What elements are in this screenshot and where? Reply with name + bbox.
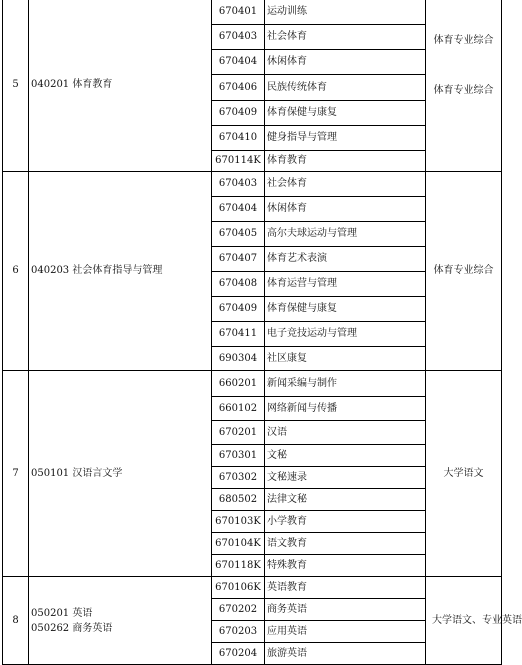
vocational-name: 英语教育: [265, 577, 426, 599]
vocational-name: 高尔夫球运动与管理: [265, 222, 426, 247]
undergrad-major: 050101 汉语言文学: [29, 371, 212, 577]
vocational-name: 体育保健与康复: [265, 101, 426, 126]
vocational-code: 670404: [212, 197, 265, 222]
vocational-code: 670403: [212, 25, 265, 50]
vocational-code: 670202: [212, 599, 265, 621]
vocational-name: 小学教育: [265, 511, 426, 533]
exam-subject: [426, 577, 522, 665]
undergrad-major: 040203 社会体育指导与管理: [29, 172, 212, 371]
vocational-name: 汉语: [265, 421, 426, 445]
vocational-name: 法律文秘: [265, 489, 426, 511]
exam-subject-text: 体育专业综合: [433, 265, 494, 276]
exam-subject-text: 体育专业综合: [433, 35, 494, 46]
vocational-name: 电子竞技运动与管理: [265, 322, 426, 347]
vocational-code: 670104K: [212, 533, 265, 555]
vocational-name: 运动训练: [265, 0, 426, 25]
vocational-name: 体育艺术表演: [265, 247, 426, 272]
vocational-code: 670114K: [212, 151, 265, 172]
vocational-code: 670405: [212, 222, 265, 247]
vocational-name: 休闲体育: [265, 50, 426, 75]
major-mapping-table: [2, 0, 522, 665]
vocational-code: 670302: [212, 467, 265, 489]
vocational-code: 660102: [212, 397, 265, 421]
vocational-code: 670411: [212, 322, 265, 347]
vocational-code: 670204: [212, 643, 265, 665]
table-row: [3, 0, 502, 25]
vocational-name: 特殊教育: [265, 555, 426, 577]
vocational-code: 670103K: [212, 511, 265, 533]
vocational-name: 应用英语: [265, 621, 426, 643]
vocational-code: 670401: [212, 0, 265, 25]
vocational-code: 670201: [212, 421, 265, 445]
vocational-code: 660201: [212, 371, 265, 397]
vocational-name: 社区康复: [265, 347, 426, 371]
vocational-code: 670301: [212, 445, 265, 467]
vocational-name: 文秘速录: [265, 467, 426, 489]
vocational-name: 社会体育: [265, 172, 426, 197]
vocational-name: 体育运营与管理: [265, 272, 426, 297]
table-row: [3, 172, 502, 197]
undergrad-major: 040201 体育教育: [29, 0, 212, 172]
exam-subject: [426, 0, 502, 172]
exam-subject: [426, 371, 502, 577]
exam-subject-text: 大学语文: [443, 467, 484, 479]
vocational-name: 旅游英语: [265, 643, 426, 665]
table-row: [3, 577, 502, 599]
group-number: 8: [3, 577, 29, 665]
vocational-code: 670404: [212, 50, 265, 75]
vocational-name: 语文教育: [265, 533, 426, 555]
vocational-name: 休闲体育: [265, 197, 426, 222]
vocational-code: 670409: [212, 101, 265, 126]
vocational-code: 670403: [212, 172, 265, 197]
group-number: 7: [3, 371, 29, 577]
vocational-code: 670407: [212, 247, 265, 272]
vocational-name: 社会体育: [265, 25, 426, 50]
vocational-code: 680502: [212, 489, 265, 511]
vocational-code: 670409: [212, 297, 265, 322]
vocational-code: 670406: [212, 75, 265, 101]
vocational-name: 文秘: [265, 445, 426, 467]
table-row: [3, 371, 502, 397]
undergrad-major: [29, 577, 212, 665]
vocational-name: 网络新闻与传播: [265, 397, 426, 421]
vocational-name: 体育保健与康复: [265, 297, 426, 322]
group-number: 6: [3, 172, 29, 371]
group-number: 5: [3, 0, 29, 172]
vocational-name: 体育教育: [265, 151, 426, 172]
vocational-code: 670118K: [212, 555, 265, 577]
vocational-name: 健身指导与管理: [265, 126, 426, 151]
vocational-code: 670203: [212, 621, 265, 643]
vocational-code: 670106K: [212, 577, 265, 599]
vocational-code: 690304: [212, 347, 265, 371]
vocational-name: 新闻采编与制作: [265, 371, 426, 397]
exam-subject-text-secondary: 体育专业综合: [433, 85, 494, 96]
undergrad-major-line: 050201 英语: [31, 607, 93, 619]
vocational-name: 商务英语: [265, 599, 426, 621]
vocational-code: 670408: [212, 272, 265, 297]
exam-subject-text: 大学语文、专业英语: [432, 614, 522, 626]
undergrad-major-line: 050262 商务英语: [31, 622, 113, 634]
exam-subject: [426, 172, 502, 371]
vocational-code: 670410: [212, 126, 265, 151]
vocational-name: 民族传统体育: [265, 75, 426, 101]
